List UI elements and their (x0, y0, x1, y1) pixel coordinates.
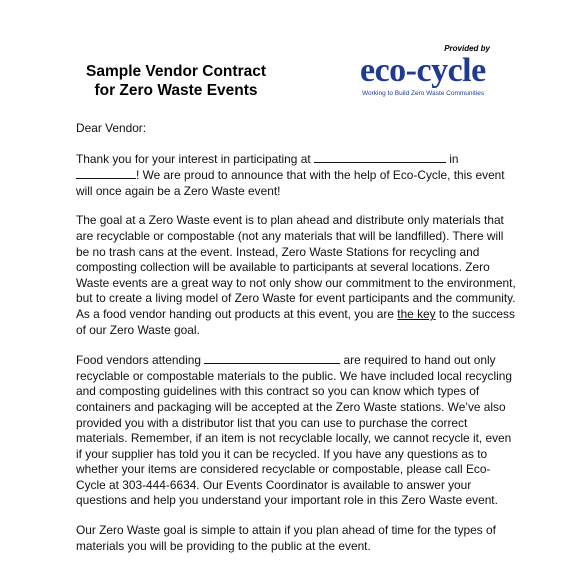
event-name-blank[interactable] (314, 151, 446, 163)
event-attending-blank[interactable] (204, 352, 340, 364)
document-title (64, 62, 288, 100)
the-key-underlined: the key (397, 306, 436, 321)
title-line-2: for Zero Waste Events (94, 82, 258, 99)
eco-cycle-logo (360, 44, 510, 100)
paragraph-1: Thank you for your interest in participating at in ! We are proud to announce that with the help of Eco-Cycle, this event will once again be a Zero Waste event! (76, 151, 505, 198)
paragraph-3: Food vendors attending are required to hand out only recyclable or compostable materials to the public. We have included local recycling and composting guidelines with this contract so you can know which types of containers and packaging will be accepted at the Zero Waste stations. We’ve also provided you with a distributor list that you can use to purchase the correct materials. Remember, if an item is not recyclable locally, we cannot recycle it, even if your supplier has told you it can be recycled. If you have any questions as to whether your items are considered recyclable or compostable, please call Eco-Cycle at 303-444-6634. Our Events Coordinator is available to answer your questions and help you understand your important role in this Zero Waste event. (76, 353, 512, 508)
paragraph-4: Our Zero Waste goal is simple to attain if you plan ahead of time for the types of materials you will be providing to the public at the event. (76, 523, 496, 553)
event-location-blank[interactable] (76, 167, 136, 179)
provided-by-label: Provided by (444, 44, 490, 53)
title-line-1: Sample Vendor Contract (85, 63, 266, 80)
letter-greeting: Dear Vendor: (76, 121, 147, 135)
letter-body (76, 121, 516, 568)
brand-tagline: Working to Build Zero Waste Communities (362, 90, 485, 97)
paragraph-2: The goal at a Zero Waste event is to plan ahead and distribute only materials that are recyclable or compostable (not any materials that will be landfilled). There will be no trash cans at the event. Instead, Zero Waste Stations for recycling and composting collection will be available to participants at several locations. Zero Waste events are a great way to not only show our commitment to the environment, but to create a living model of Zero Waste for event participants and the community. As a food vendor handing out products at this event, you are the key to the success of our Zero Waste goal. (76, 213, 516, 337)
brand-wordmark: eco-cycle (360, 52, 486, 89)
